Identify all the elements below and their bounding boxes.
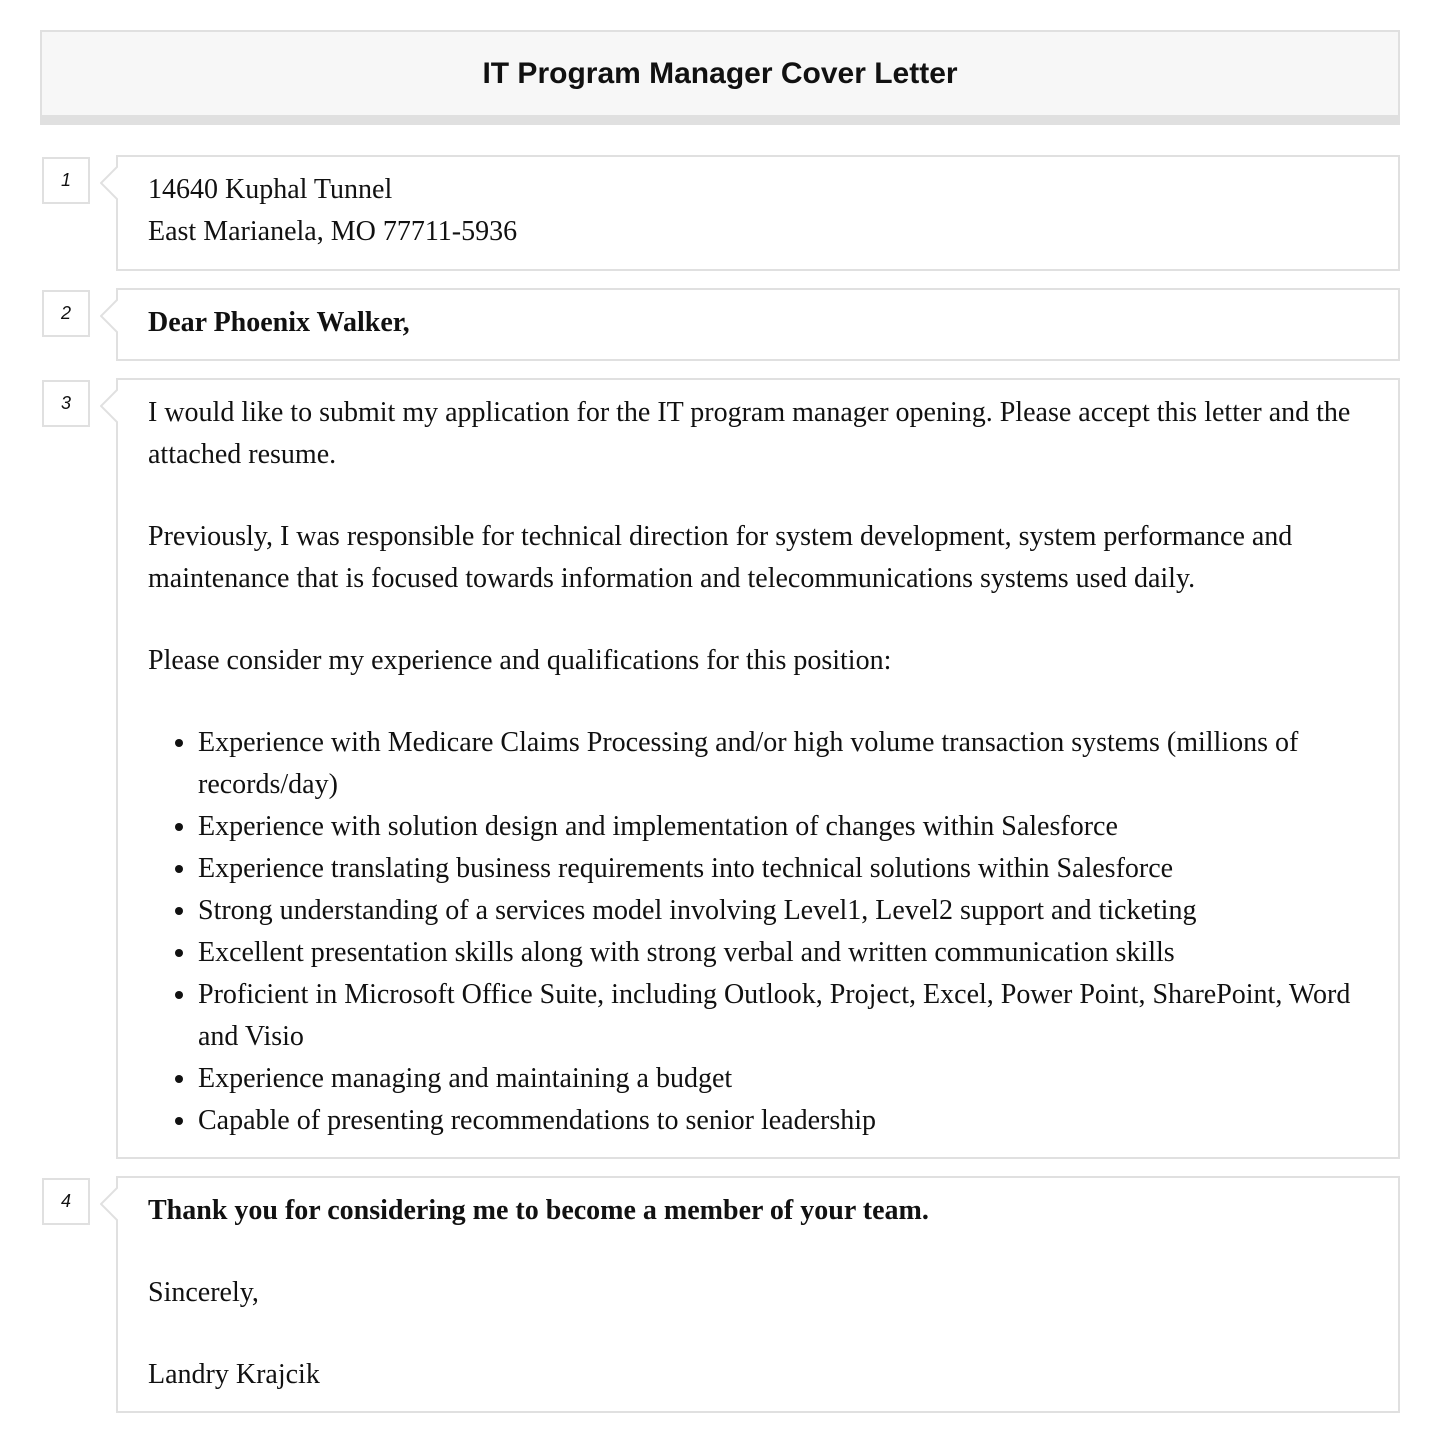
page-title: IT Program Manager Cover Letter [482,56,958,90]
section-content [116,155,1400,271]
section-content [116,1176,1400,1413]
closing-statement: Thank you for considering me to become a member of your team. [148,1195,929,1226]
address-line-1: 14640 Kuphal Tunnel [148,174,393,205]
qualifications-list [148,722,1368,1142]
address-line-2: East Marianela, MO 77711-5936 [148,216,518,247]
pointer-arrow-icon [100,389,118,423]
list-item: • Experience with Medicare Claims Processing and/or high volume transaction systems (millions of records/day) [198,722,1368,806]
list-item: • Strong understanding of a services model involving Level1, Level2 support and ticketing [198,890,1368,932]
page-header [40,30,1400,125]
section-number: 2 [42,290,90,337]
section-content [116,378,1400,1159]
pointer-arrow-icon [100,166,118,200]
section-content [116,288,1400,361]
pointer-arrow-icon [100,1187,118,1221]
pointer-arrow-icon [100,299,118,333]
qualifications-intro: Please consider my experience and qualifications for this position: [148,645,892,676]
section-body [42,378,1400,1159]
section-number: 4 [42,1178,90,1225]
list-item: • Proficient in Microsoft Office Suite, including Outlook, Project, Excel, Power Point, SharePoint, Word and Visio [198,974,1368,1058]
list-item: • Experience translating business requirements into technical solutions within Salesforce [198,848,1368,890]
section-number: 3 [42,380,90,427]
sign-off: Sincerely, [148,1277,259,1308]
salutation: Dear Phoenix Walker, [148,307,410,338]
list-item: • Excellent presentation skills along with strong verbal and written communication skills [198,932,1368,974]
list-item: • Capable of presenting recommendations to senior leadership [198,1100,1368,1142]
experience-paragraph: Previously, I was responsible for technical direction for system development, system performance and maintenance that is focused towards information and telecommunications systems used daily. [148,521,1293,594]
list-item: • Experience with solution design and implementation of changes within Salesforce [198,806,1368,848]
intro-paragraph: I would like to submit my application for the IT program manager opening. Please accept this letter and the attached resume. [148,397,1351,470]
signature-name: Landry Krajcik [148,1359,320,1390]
list-item: • Experience managing and maintaining a budget [198,1058,1368,1100]
section-closing [42,1176,1400,1413]
section-address [42,155,1400,271]
section-salutation [42,288,1400,361]
section-number: 1 [42,157,90,204]
